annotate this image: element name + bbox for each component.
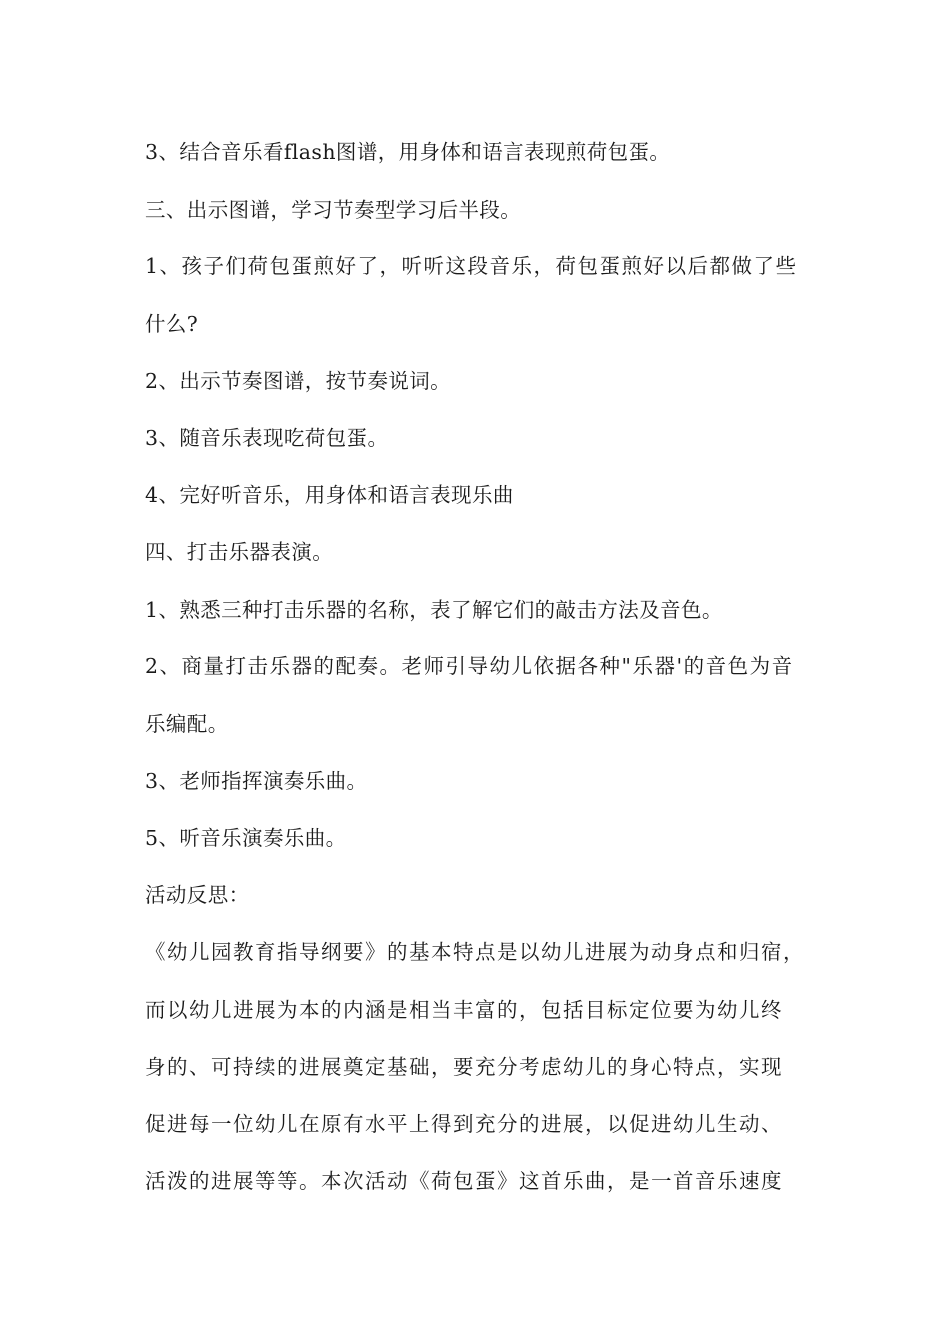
- text-line: 活泼的进展等等。本次活动《荷包蛋》这首乐曲，是一首音乐速度: [145, 1169, 783, 1193]
- text-line: 3、随音乐表现吃荷包蛋。: [145, 426, 389, 450]
- text-line: 什么?: [145, 312, 199, 336]
- text-line: 四、打击乐器表演。: [145, 540, 334, 564]
- text-line: 身的、可持续的进展奠定基础，要充分考虑幼儿的身心特点，实现: [145, 1055, 783, 1079]
- text-line: 三、出示图谱，学习节奏型学习后半段。: [145, 198, 522, 222]
- text-line: 4、完好听音乐，用身体和语言表现乐曲: [145, 483, 514, 507]
- text-line: 《幼儿园教育指导纲要》的基本特点是以幼儿进展为动身点和归宿，: [145, 940, 805, 964]
- text-line: 而以幼儿进展为本的内涵是相当丰富的，包括目标定位要为幼儿终: [145, 998, 783, 1022]
- text-line: 3、老师指挥演奏乐曲。: [145, 769, 368, 793]
- text-line: 2、出示节奏图谱，按节奏说词。: [145, 369, 452, 393]
- text-line: 2、商量打击乐器的配奏。老师引导幼儿依据各种"乐器'的音色为音: [145, 654, 794, 678]
- text-line: 促进每一位幼儿在原有水平上得到充分的进展，以促进幼儿生动、: [145, 1112, 783, 1136]
- text-line: 5、听音乐演奏乐曲。: [145, 826, 347, 850]
- text-line: 3、结合音乐看flash图谱，用身体和语言表现煎荷包蛋。: [145, 140, 671, 164]
- text-line: 1、孩子们荷包蛋煎好了，听听这段音乐，荷包蛋煎好以后都做了些: [145, 254, 798, 278]
- text-line: 1、熟悉三种打击乐器的名称，表了解它们的敲击方法及音色。: [145, 598, 723, 622]
- text-line: 乐编配。: [145, 712, 229, 736]
- text-line: 活动反思：: [145, 883, 250, 907]
